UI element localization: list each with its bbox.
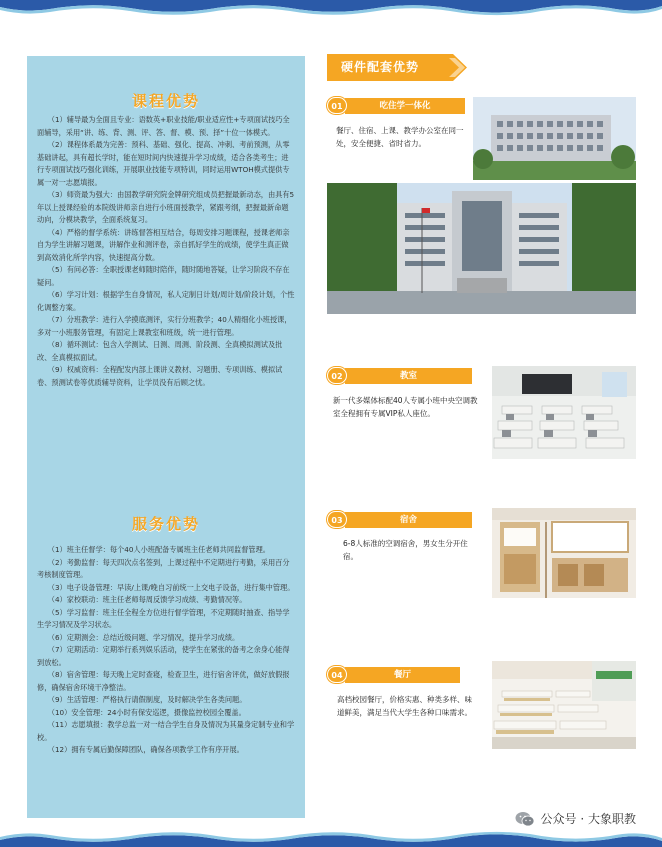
left-info-panel [27, 56, 305, 818]
item-label: 宿舍 [345, 512, 472, 528]
footer-account [515, 810, 636, 827]
item-description: 6-8人标准的空调宿舍，男女生分开住宿。 [343, 539, 468, 561]
wechat-icon [515, 811, 535, 827]
dormitory-photo [492, 508, 636, 598]
course-paragraph: （4）严格的督学系统：讲练督答相互结合，每周安排习题课程，授课老师亲自为学生讲解习题课，讲解作业和测评卷，亲自抓好学生的成绩，使学生真正做到高效消化所学内容，快速提高分数。 [37, 227, 290, 262]
item-label: 吃住学一体化 [345, 98, 465, 114]
top-wave-decoration [0, 0, 662, 18]
item-label: 餐厅 [345, 667, 460, 683]
course-paragraph: （1）辅导最为全面且专业：语数英+职业技能/职业适应性+专项面试技巧全面辅导，采用“讲、练、背、测、评、答、督、模、预、择”十位一体模式。 [37, 115, 290, 137]
canteen-photo [492, 661, 636, 749]
item-number-badge: 03 [327, 511, 347, 528]
main-building-photo [327, 183, 636, 314]
course-paragraph: （3）师资最为强大：由国教学研究院金牌研究组成员把握最新动态，由具有5年以上授课经验的本院级讲师亲自进行小班面授教学，紧跟考纲，把握最新命题动向，分模块教学，全面系统复习。 [37, 190, 295, 224]
service-paragraph: （9）生活管理：严格执行请假制度，及时解决学生各类问题。 [47, 695, 247, 704]
bottom-wave-decoration [0, 829, 662, 847]
item-description: 高档校园餐厅，价格实惠、种类多样、味道鲜美，满足当代大学生各种口味需求。 [337, 695, 472, 717]
service-paragraph: （7）定期活动：定期举行系列娱乐活动，使学生在紧张的备考之余身心能得到放松。 [37, 645, 290, 667]
service-paragraph: （3）电子设备管理：早读/上课/晚自习前统一上交电子设备，进行集中管理。 [47, 582, 295, 592]
service-advantages-title: 服务优势 [131, 515, 200, 533]
course-paragraph: （5）有问必答：全职授课老师随时陪伴，随时随地答疑，让学习阶段不存在疑问。 [37, 265, 290, 287]
course-paragraph: （9）权威资料：全程配发内部上课讲义教材、习题册、专项训练、模拟试卷、预测试卷等优质辅导资料，让学员没有后顾之忧。 [37, 365, 283, 387]
course-paragraph: （7）分班教学：进行入学摸底测评，实行分班教学；40人精细化小班授课，多对一小班服务管理，有固定上课教室和班级，统一进行管理。 [37, 315, 292, 337]
item-number-badge: 01 [327, 97, 347, 114]
service-paragraph: （5）学习监督：班主任全程全方位进行督学管理，不定期随时抽查、指导学生学习情况及学习状态。 [37, 607, 290, 629]
item-description: 餐厅、住宿、上课、教学办公室在同一处，安全便捷、省时省力。 [336, 126, 464, 148]
service-advantages-text [37, 544, 295, 757]
footer-account-name: 公众号 · 大象职教 [540, 812, 636, 826]
item-number-badge: 02 [327, 367, 347, 384]
service-paragraph: （11）志愿填报：教学总监一对一结合学生自身及情况为其量身定制专业和学校。 [37, 720, 295, 742]
service-paragraph: （12）拥有专属后勤保障团队，确保各项教学工作有序开展。 [47, 745, 244, 754]
hardware-section-title: 硬件配套优势 [341, 60, 420, 74]
service-paragraph: （1）班主任督学：每个40人小班配备专属班主任老师共同监督管理。 [47, 545, 270, 554]
classroom-photo [492, 366, 636, 459]
item-label: 教室 [345, 368, 472, 384]
service-paragraph: （2）考勤监督：每天四次点名签到，上课过程中不定期进行考勤，采用百分考核制度管理。 [37, 557, 290, 579]
service-paragraph: （10）安全管理：24小时有保安巡逻，摄像监控校园全覆盖。 [47, 707, 246, 717]
service-paragraph: （6）定期测会：总结近级问题、学习情况，提升学习成绩。 [47, 632, 240, 642]
course-paragraph: （6）学习计划：根据学生自身情况，私人定制日计划/周计划/阶段计划，个性化调整方案。 [37, 290, 295, 312]
course-paragraph: （2）课程体系最为完善：预科、基础、强化、提高、冲刺、考前预测，从零基础讲起，具有超长学时，能在短时间内快速提升学习成绩，适合各类考生；进行专项面试技巧强化训练，开展职业技能专项特训，同时运用WTOH模式提供专属一对一志愿填报。 [37, 140, 290, 187]
course-paragraph: （8）循环测试：包含入学测试、日测、周测、阶段测、全真模拟测试及批改、全真模拟面试。 [37, 340, 283, 362]
service-paragraph: （8）宿舍管理：每天晚上定时查寝，检查卫生，进行宿舍评优，做好放假报修，确保宿舍环境干净整洁。 [37, 670, 290, 692]
service-paragraph: （4）家校联动：班主任老师每周反馈学习成绩、考勤情况等。 [47, 595, 247, 604]
hardware-section-header [327, 54, 467, 81]
item-number-badge: 04 [327, 666, 347, 683]
course-advantages-text [37, 114, 295, 389]
course-advantages-title: 课程优势 [131, 92, 200, 110]
campus-building-photo [473, 97, 636, 180]
item-description: 新一代多媒体标配40人专属小班中央空调教室全程拥有专属VIP私人座位。 [333, 396, 478, 418]
